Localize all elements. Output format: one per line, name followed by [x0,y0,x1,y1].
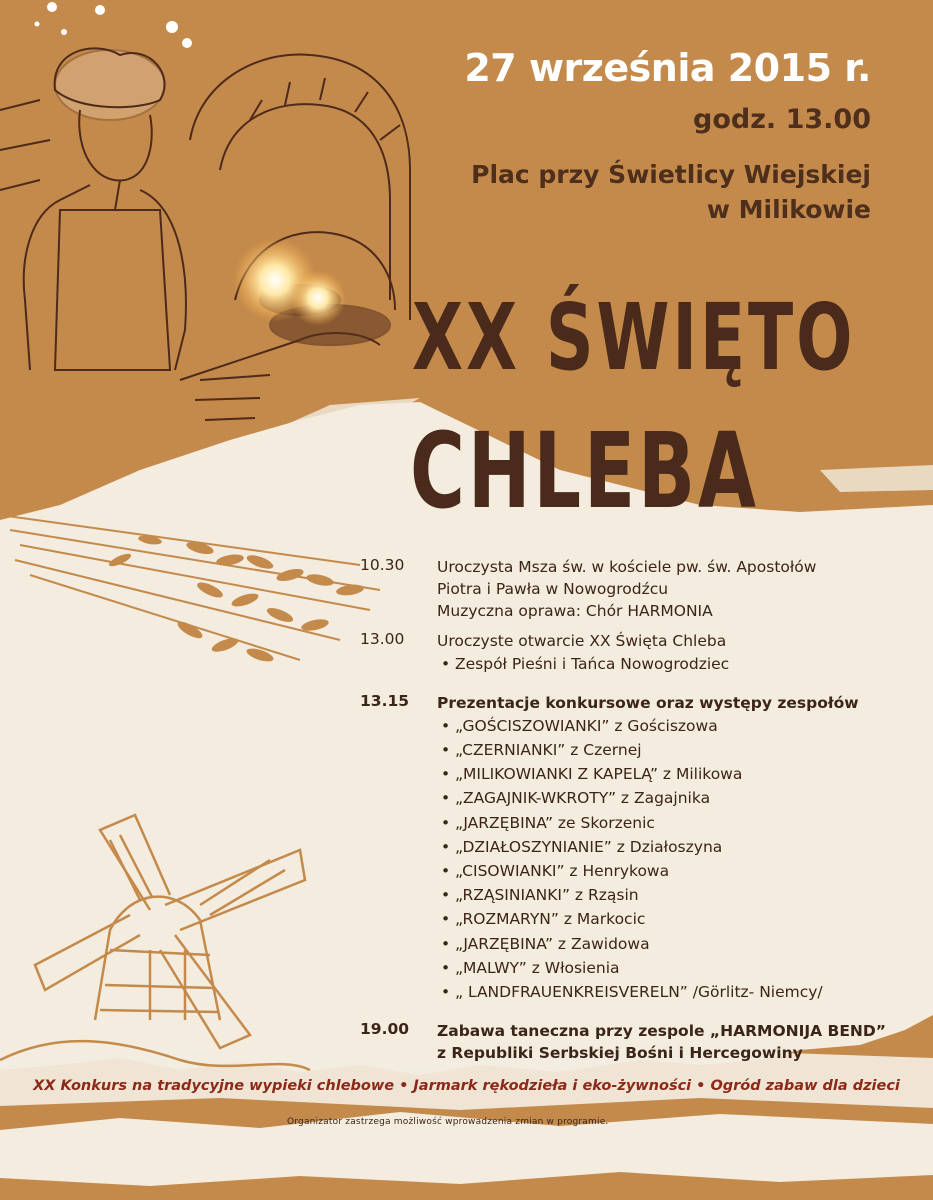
event-place: Plac przy Świetlicy Wiejskiej [471,160,871,189]
schedule-text: Uroczysta Msza św. w kościele pw. św. Apostołów [437,558,817,576]
footer-item: Ogród zabaw dla dzieci [710,1078,900,1094]
list-item: • „MALWY” z Włosienia [437,956,920,980]
list-item: • „ROZMARYN” z Markocic [437,907,920,931]
event-schedule [360,556,920,1072]
schedule-entry-mass [360,556,920,622]
footer-separator: • [696,1078,706,1094]
list-item: • „ZAGAJNIK-WKROTY” z Zagajnika [437,786,920,810]
schedule-time: 19.00 [360,1019,410,1038]
list-item: • Zespół Pieśni i Tańca Nowogrodziec [437,652,920,676]
schedule-entry-presentations [360,692,920,1004]
schedule-text: z Republiki Serbskiej Bośni i Hercegowiny [437,1043,803,1062]
decor-dots [35,2,193,48]
list-item: • „MILIKOWIANKI Z KAPELĄ” z Milikowa [437,762,920,786]
schedule-text: Muzyczna oprawa: Chór HARMONIA [437,602,713,620]
event-place-town: w Milikowie [706,195,871,224]
footer-attractions [0,1078,933,1094]
schedule-time: 10.30 [360,556,405,574]
schedule-text: Uroczyste otwarcie XX Święta Chleba [437,632,727,650]
schedule-entry-dance [360,1020,920,1064]
list-item: • „JARZĘBINA” ze Skorzenic [437,811,920,835]
footer-separator: • [399,1078,409,1094]
schedule-text: Piotra i Pawła w Nowogrodźcu [437,580,669,598]
list-item: • „GOŚCISZOWIANKI” z Gościszowa [437,714,920,738]
list-item: • „CISOWIANKI” z Henrykowa [437,859,920,883]
schedule-time: 13.00 [360,630,405,648]
ensemble-list [437,714,920,1004]
footer-item: XX Konkurs na tradycyjne wypieki chlebowe [33,1078,395,1094]
list-item: • „DZIAŁOSZYNIANIE” z Działoszyna [437,835,920,859]
event-date: 27 września 2015 r. [464,46,871,90]
schedule-entry-opening [360,630,920,676]
event-hour: godz. 13.00 [693,104,871,135]
schedule-time: 13.15 [360,691,410,710]
list-item: • „CZERNIANKI” z Czernej [437,738,920,762]
list-item: • „RZĄSINIANKI” z Rząsin [437,883,920,907]
organizer-note: Organizator zastrzega możliwość wprowadzenia zmian w programie. [287,1117,609,1127]
title-line-2: CHLEBA [410,410,759,532]
footer-item: Jarmark rękodzieła i eko-żywności [413,1078,692,1094]
schedule-text: Zabawa taneczna przy zespole „HARMONIJA BEND” [437,1021,886,1040]
title-line-1: XX ŚWIĘTO [412,284,856,391]
schedule-text: Prezentacje konkursowe oraz występy zespołów [437,693,859,712]
list-item: • „ LANDFRAUENKREISVERELN” /Görlitz- Niemcy/ [437,980,920,1004]
list-item: • „JARZĘBINA” z Zawidowa [437,932,920,956]
